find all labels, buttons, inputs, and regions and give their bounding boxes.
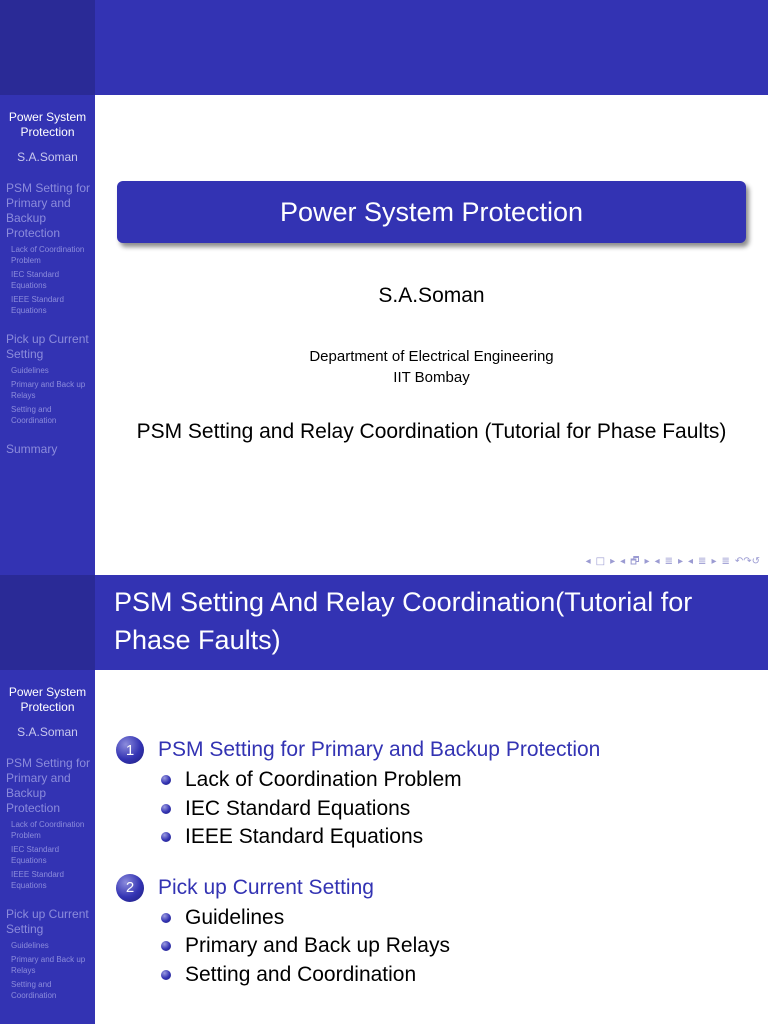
sidebar-subsection-iec-equations[interactable]: IEC Standard Equations [11,845,60,865]
sidebar-section-psm-setting[interactable]: PSM Setting for Primary and Backup Protection [6,756,91,815]
ball-bullet-icon [161,941,171,951]
sidebar [0,670,95,1024]
presentation-title-box [117,181,746,243]
institute-name: IIT Bombay [393,369,470,386]
section-number-badge: 1 [116,736,144,764]
nav-prev-subsection-icon[interactable]: ◂ [654,556,660,567]
sidebar-section-summary[interactable]: Summary [6,442,58,456]
ball-bullet-icon [161,913,171,923]
sidebar-subsection-guidelines[interactable]: Guidelines [11,941,49,950]
nav-prev-frame-icon[interactable]: ◂ [620,556,626,567]
nav-next-section-icon[interactable]: ▸ [711,556,717,567]
toc-subsection[interactable] [116,932,756,961]
nav-section-icon[interactable]: ≣ [698,556,707,567]
nav-search-back-icon[interactable]: ↶↷↺ [734,556,760,567]
author-name: S.A.Soman [378,284,485,307]
toc-spacer [116,852,756,872]
sidebar-subsection-primary-backup-relays[interactable]: Primary and Back up Relays [11,955,86,975]
frame-title: PSM Setting And Relay Coordination(Tutorial for Phase Faults) [114,587,693,655]
sidebar-author[interactable]: S.A.Soman [17,150,78,164]
sidebar-subsection-primary-backup-relays[interactable]: Primary and Back up Relays [11,380,86,400]
sidebar-author[interactable]: S.A.Soman [17,725,78,739]
toc-section[interactable] [116,734,756,766]
institute-department: Department of Electrical Engineering [309,348,554,365]
toc-subsection-title[interactable]: Setting and Coordination [185,962,417,986]
toc-subsection[interactable] [116,904,756,933]
nav-prev-slide-icon[interactable]: ◂ [585,556,591,567]
toc-subsection[interactable] [116,795,756,824]
nav-slide-icon[interactable]: □ [595,556,606,567]
sidebar-section-pickup-current[interactable]: Pick up Current Setting [6,332,89,361]
toc-subsection[interactable] [116,766,756,795]
header-bar-corner [0,0,95,95]
header-bar-corner [0,575,95,670]
toc-subsection-title[interactable]: IEC Standard Equations [185,796,411,820]
presentation-title: Power System Protection [279,196,584,227]
ball-bullet-icon [161,775,171,785]
nav-prev-section-icon[interactable]: ◂ [688,556,694,567]
nav-next-slide-icon[interactable]: ▸ [610,556,616,567]
toc-section-title[interactable]: PSM Setting for Primary and Backup Protection [158,738,601,761]
section-number-badge: 2 [116,874,144,902]
outline-slide [0,575,768,1024]
toc-subsection-title[interactable]: IEEE Standard Equations [185,825,424,849]
table-of-contents [116,734,756,989]
sidebar-subsection-guidelines[interactable]: Guidelines [11,366,49,375]
toc-subsection-title[interactable]: Guidelines [185,905,285,929]
nav-subsection-icon[interactable]: ≣ [664,556,673,567]
sidebar-subsection-lack-of-coordination[interactable]: Lack of Coordination Problem [11,820,85,840]
toc-subsection[interactable] [116,823,756,852]
toc-subsection[interactable] [116,961,756,990]
nav-document-icon[interactable]: ≣ [721,556,730,567]
presentation-subtitle: PSM Setting and Relay Coordination (Tutorial for Phase Faults) [136,420,727,443]
nav-next-frame-icon[interactable]: ▸ [644,556,650,567]
ball-bullet-icon [161,970,171,980]
sidebar [0,95,95,575]
toc-subsection-title[interactable]: Primary and Back up Relays [185,934,450,958]
sidebar-subsection-iec-equations[interactable]: IEC Standard Equations [11,270,60,290]
sidebar-subsection-setting-coordination[interactable]: Setting and Coordination [11,980,57,1000]
sidebar-subsection-ieee-equations[interactable]: IEEE Standard Equations [11,870,64,890]
toc-section[interactable] [116,872,756,904]
header-bar [0,0,768,95]
header-bar [0,575,768,670]
sidebar-subsection-setting-coordination[interactable]: Setting and Coordination [11,405,57,425]
toc-section-title[interactable]: Pick up Current Setting [158,875,374,899]
sidebar-title[interactable]: Power System Protection [8,110,87,139]
ball-bullet-icon [161,804,171,814]
sidebar-section-pickup-current[interactable]: Pick up Current Setting [6,907,89,936]
sidebar-subsection-lack-of-coordination[interactable]: Lack of Coordination Problem [11,245,85,265]
nav-frame-icon[interactable]: 🗗 [630,556,640,567]
ball-bullet-icon [161,832,171,842]
institute [95,346,768,388]
beamer-navigation-bar [586,556,760,568]
nav-next-subsection-icon[interactable]: ▸ [677,556,684,567]
sidebar-section-psm-setting[interactable]: PSM Setting for Primary and Backup Protection [6,181,91,240]
toc-subsection-title[interactable]: Lack of Coordination Problem [185,768,462,792]
sidebar-title[interactable]: Power System Protection [8,685,87,714]
sidebar-subsection-ieee-equations[interactable]: IEEE Standard Equations [11,295,64,315]
